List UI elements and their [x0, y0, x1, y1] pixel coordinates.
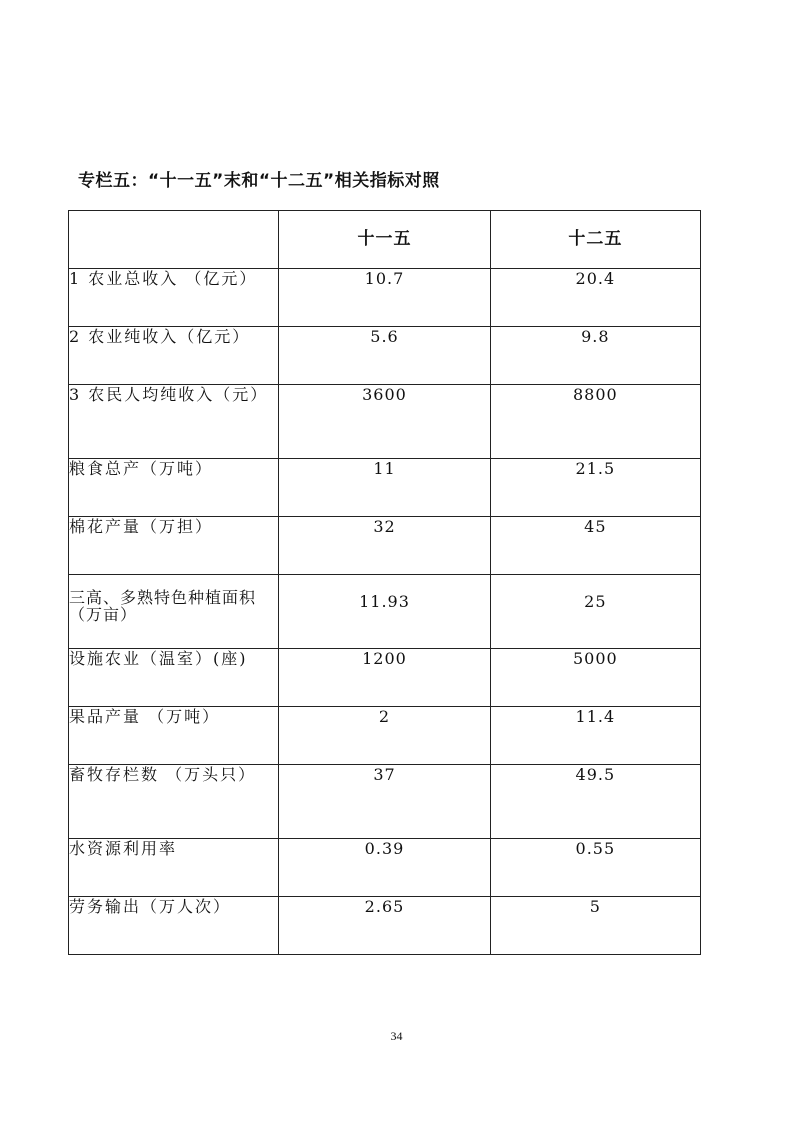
table-row	[69, 517, 701, 575]
table-row	[69, 459, 701, 517]
table-row	[69, 765, 701, 839]
row-label: 三高、多熟特色种植面积（万亩）	[69, 575, 279, 649]
table-header-row	[69, 211, 701, 269]
value-11th-plan: 2	[279, 707, 490, 765]
value-11th-plan: 2.65	[279, 897, 490, 955]
row-label: 果品产量 （万吨）	[69, 707, 279, 765]
value-11th-plan: 32	[279, 517, 490, 575]
value-11th-plan: 5.6	[279, 327, 490, 385]
row-label: 畜牧存栏数 （万头只）	[69, 765, 279, 839]
table-row	[69, 897, 701, 955]
table-row	[69, 839, 701, 897]
value-11th-plan: 37	[279, 765, 490, 839]
value-11th-plan: 11.93	[279, 575, 490, 649]
table-row	[69, 707, 701, 765]
table-row	[69, 269, 701, 327]
value-12th-plan: 8800	[490, 385, 700, 459]
value-12th-plan: 5	[490, 897, 700, 955]
value-11th-plan: 3600	[279, 385, 490, 459]
indicator-comparison-table	[68, 210, 701, 955]
row-label: 粮食总产（万吨）	[69, 459, 279, 517]
value-12th-plan: 25	[490, 575, 700, 649]
table-row	[69, 575, 701, 649]
table-row	[69, 327, 701, 385]
value-12th-plan: 21.5	[490, 459, 700, 517]
row-label: 2 农业纯收入（亿元）	[69, 327, 279, 385]
value-12th-plan: 5000	[490, 649, 700, 707]
value-12th-plan: 11.4	[490, 707, 700, 765]
row-label: 设施农业（温室）(座)	[69, 649, 279, 707]
header-cell-11th-plan: 十一五	[279, 211, 490, 269]
value-11th-plan: 0.39	[279, 839, 490, 897]
table-row	[69, 385, 701, 459]
table-row	[69, 649, 701, 707]
value-12th-plan: 49.5	[490, 765, 700, 839]
value-11th-plan: 11	[279, 459, 490, 517]
header-cell-blank	[69, 211, 279, 269]
value-12th-plan: 0.55	[490, 839, 700, 897]
row-label: 棉花产量（万担）	[69, 517, 279, 575]
header-cell-12th-plan: 十二五	[490, 211, 700, 269]
page-number: 34	[390, 1029, 403, 1043]
value-12th-plan: 9.8	[490, 327, 700, 385]
row-label: 3 农民人均纯收入（元）	[69, 385, 279, 459]
row-label: 1 农业总收入 （亿元）	[69, 269, 279, 327]
value-12th-plan: 45	[490, 517, 700, 575]
row-label: 劳务输出（万人次）	[69, 897, 279, 955]
value-11th-plan: 1200	[279, 649, 490, 707]
value-12th-plan: 20.4	[490, 269, 700, 327]
value-11th-plan: 10.7	[279, 269, 490, 327]
row-label: 水资源利用率	[69, 839, 279, 897]
section-title: 专栏五：“十一五”末和“十二五”相关指标对照	[78, 171, 440, 191]
